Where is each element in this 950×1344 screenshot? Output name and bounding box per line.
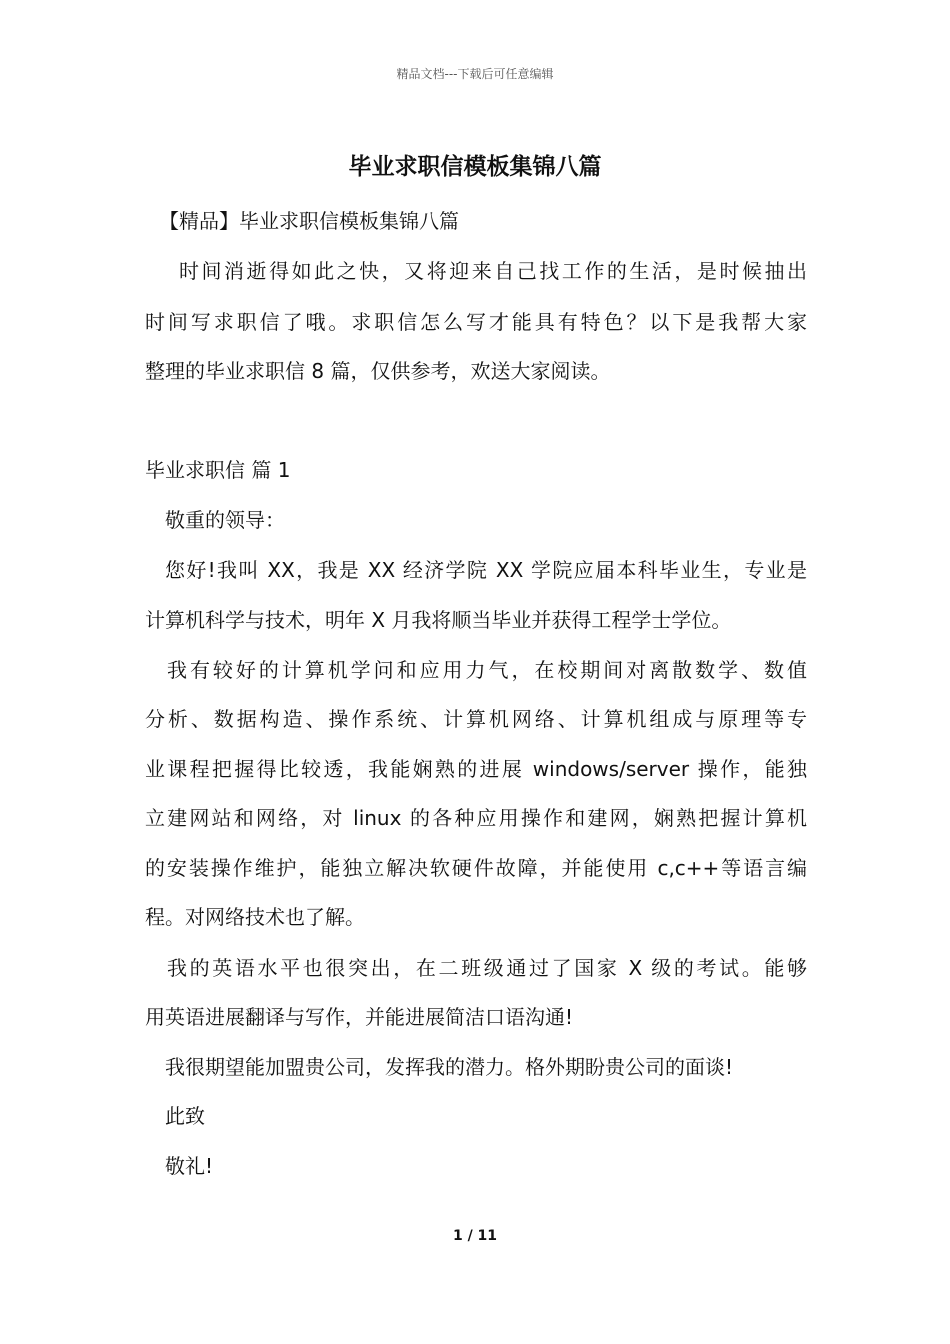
paragraph-1-line-1: 您好!我叫 XX，我是 XX 经济学院 XX 学院应届本科毕业生，专业是 <box>165 558 807 582</box>
paragraph-4-line-1: 我很期望能加盟贵公司，发挥我的潜力。格外期盼贵公司的面谈! <box>165 1055 734 1079</box>
intro-line-1: 时间消逝得如此之快，又将迎来自己找工作的生活，是时候抽出 <box>179 259 807 283</box>
paragraph-2-line-3: 业课程把握得比较透，我能娴熟的进展 windows/server 操作，能独 <box>145 757 807 781</box>
document-title: 毕业求职信模板集锦八篇 <box>348 153 602 180</box>
intro-line-3: 整理的毕业求职信 8 篇，仅供参考，欢送大家阅读。 <box>145 359 611 383</box>
paragraph-2-line-4: 立建网站和网络，对 linux 的各种应用操作和建网，娴熟把握计算机 <box>145 806 807 830</box>
paragraph-2-line-6: 程。对网络技术也了解。 <box>145 905 365 929</box>
section-heading: 毕业求职信 篇 1 <box>145 458 291 482</box>
closing-line-1: 此致 <box>165 1104 205 1128</box>
paragraph-3-line-2: 用英语进展翻译与写作，并能进展简洁口语沟通! <box>145 1005 574 1029</box>
paragraph-2-line-5: 的安装操作维护，能独立解决软硬件故障，并能使用 c,c++等语言编 <box>145 856 807 880</box>
paragraph-3-line-1: 我的英语水平也很突出，在二班级通过了国家 X 级的考试。能够 <box>167 956 807 980</box>
paragraph-2-line-2: 分析、数据构造、操作系统、计算机网络、计算机组成与原理等专 <box>145 707 807 731</box>
closing-line-2: 敬礼! <box>165 1154 214 1178</box>
salutation: 敬重的领导： <box>165 508 285 532</box>
intro-line-2: 时间写求职信了哦。求职信怎么写才能具有特色？以下是我帮大家 <box>145 310 807 334</box>
page-indicator: 1 / 11 <box>452 1228 498 1244</box>
paragraph-1-line-2: 计算机科学与技术，明年 X 月我将顺当毕业并获得工程学士学位。 <box>145 608 732 632</box>
subtitle-line: 【精品】毕业求职信模板集锦八篇 <box>159 209 459 233</box>
page-header: 精品文档---下载后可任意编辑 <box>396 67 554 81</box>
paragraph-2-line-1: 我有较好的计算机学问和应用力气，在校期间对离散数学、数值 <box>167 658 807 682</box>
